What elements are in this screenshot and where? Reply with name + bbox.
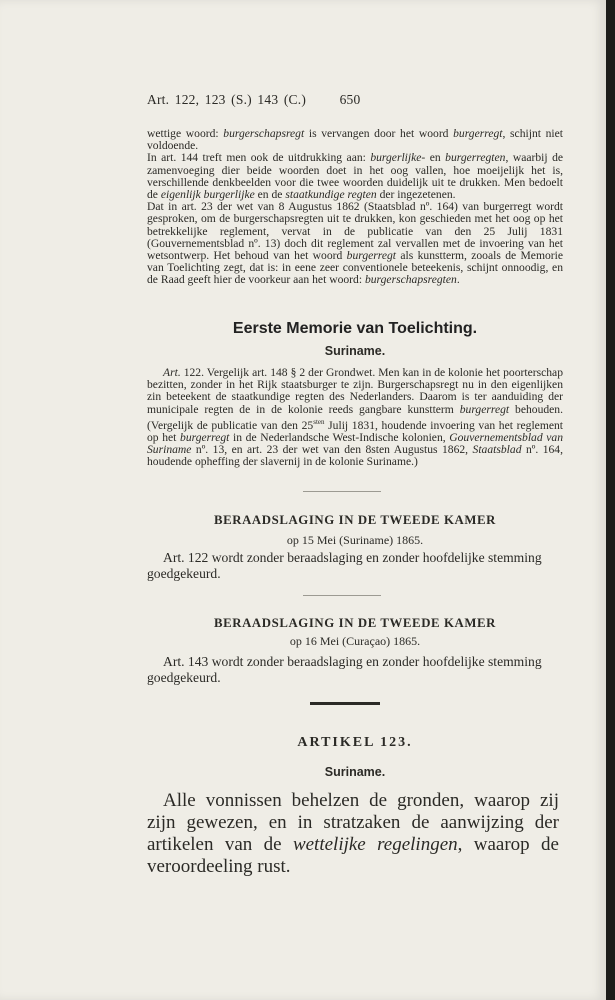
article-text: Alle vonnissen behelzen de gronden, waarop zij zijn gewezen, en in stratzaken de aanwijzing der artikelen van de wettelijke regelingen, waarop de veroordeeling rust.: [147, 790, 559, 877]
running-header: [147, 92, 360, 108]
section-rule: [310, 702, 380, 705]
paragraph: In art. 144 treft men ook de uitdrukking aan: burgerlijke- en burgerregten, waarbij de zamenvoeging dier beide woorden doet in het oog vallen, hoe moeijelijk het is, verschillende denkbeelden voor die twee woorden duidelijk uit te drukken. Men bedoelt de eigenlijk burgerlijke en de staatkundige regten der ingezetenen.: [147, 151, 564, 202]
section-subtitle: Suriname.: [324, 344, 386, 358]
divider: [303, 491, 381, 492]
debate-text: Art. 122 wordt zonder beraadslaging en zonder hoofdelijke stemming goedgekeurd.: [147, 550, 542, 581]
debate-text: Art. 143 wordt zonder beraadslaging en zonder hoofdelijke stemming goedgekeurd.: [147, 654, 542, 685]
article-subtitle: Suriname.: [324, 765, 386, 779]
paragraph: Art. 122. Vergelijk art. 148 § 2 der Grondwet. Men kan in de kolonie het poorterschap bezitten, zonder in het Rijk staatsburger te zijn. Burgerschapsregt nu in den eigenlijken zin beteekent de staatkundige regten des Nederlanders. Daarom is ter aanduiding der municipale regten de in de kolonie reeds gangbare kunstterm burgerregt behouden. (Vergelijk de publicatie van den $25^{sten}$ Julij 1831, houdende invoering van het reglement op het burgerregt in de Nederlandsche West-Indische kolonien, Gouvernementsblad van Suriname nº. 13, en art. 23 der wet van den 8sten Augustus 1862, Staatsblad nº. 164, houdende opheffing der slavernij in de kolonie Suriname.): [147, 366, 564, 469]
memorie-text: [147, 367, 563, 468]
intro-text: [147, 128, 563, 287]
paragraph: Dat in art. 23 der wet van 8 Augustus 1862 (Staatsblad nº. 164) van burgerregt wordt gesproken, om de burgerschapsregten uit te drukken, kon geschieden met het oog op het betrekkelijke reglement, vervat in de publicatie van den 25 Julij 1831 (Gouvernementsblad nº. 13) doch dit reglement zal vervallen met de invoering van het wetsontwerp. Het behoud van het woord burgerregt als kunstterm, zooals de Memorie van Toelichting zegt, dat is: in eene zeer conventionele beteekenis, schijnt onnoodig, en de Raad geeft hier de voorkeur aan het woord: burgerschapsregten.: [147, 200, 563, 287]
debate-date: op 16 Mei (Curaçao) 1865.: [289, 634, 421, 648]
paragraph: wettige woord: burgerschapsregt is vervangen door het woord burgerregt, schijnt niet voldoende.: [147, 127, 563, 153]
section-title: Eerste Memorie van Toelichting.: [232, 320, 478, 337]
divider: [303, 595, 381, 596]
page-gutter: [606, 0, 615, 1000]
debate-title: BERAADSLAGING IN DE TWEEDE KAMER: [213, 513, 497, 527]
article-reference: Art. 122, 123 (S.) 143 (C.): [147, 92, 307, 107]
debate-title: BERAADSLAGING IN DE TWEEDE KAMER: [213, 616, 497, 630]
debate-date: op 15 Mei (Suriname) 1865.: [286, 533, 424, 547]
page-number: 650: [339, 92, 361, 107]
article-title: ARTIKEL 123.: [297, 735, 413, 750]
